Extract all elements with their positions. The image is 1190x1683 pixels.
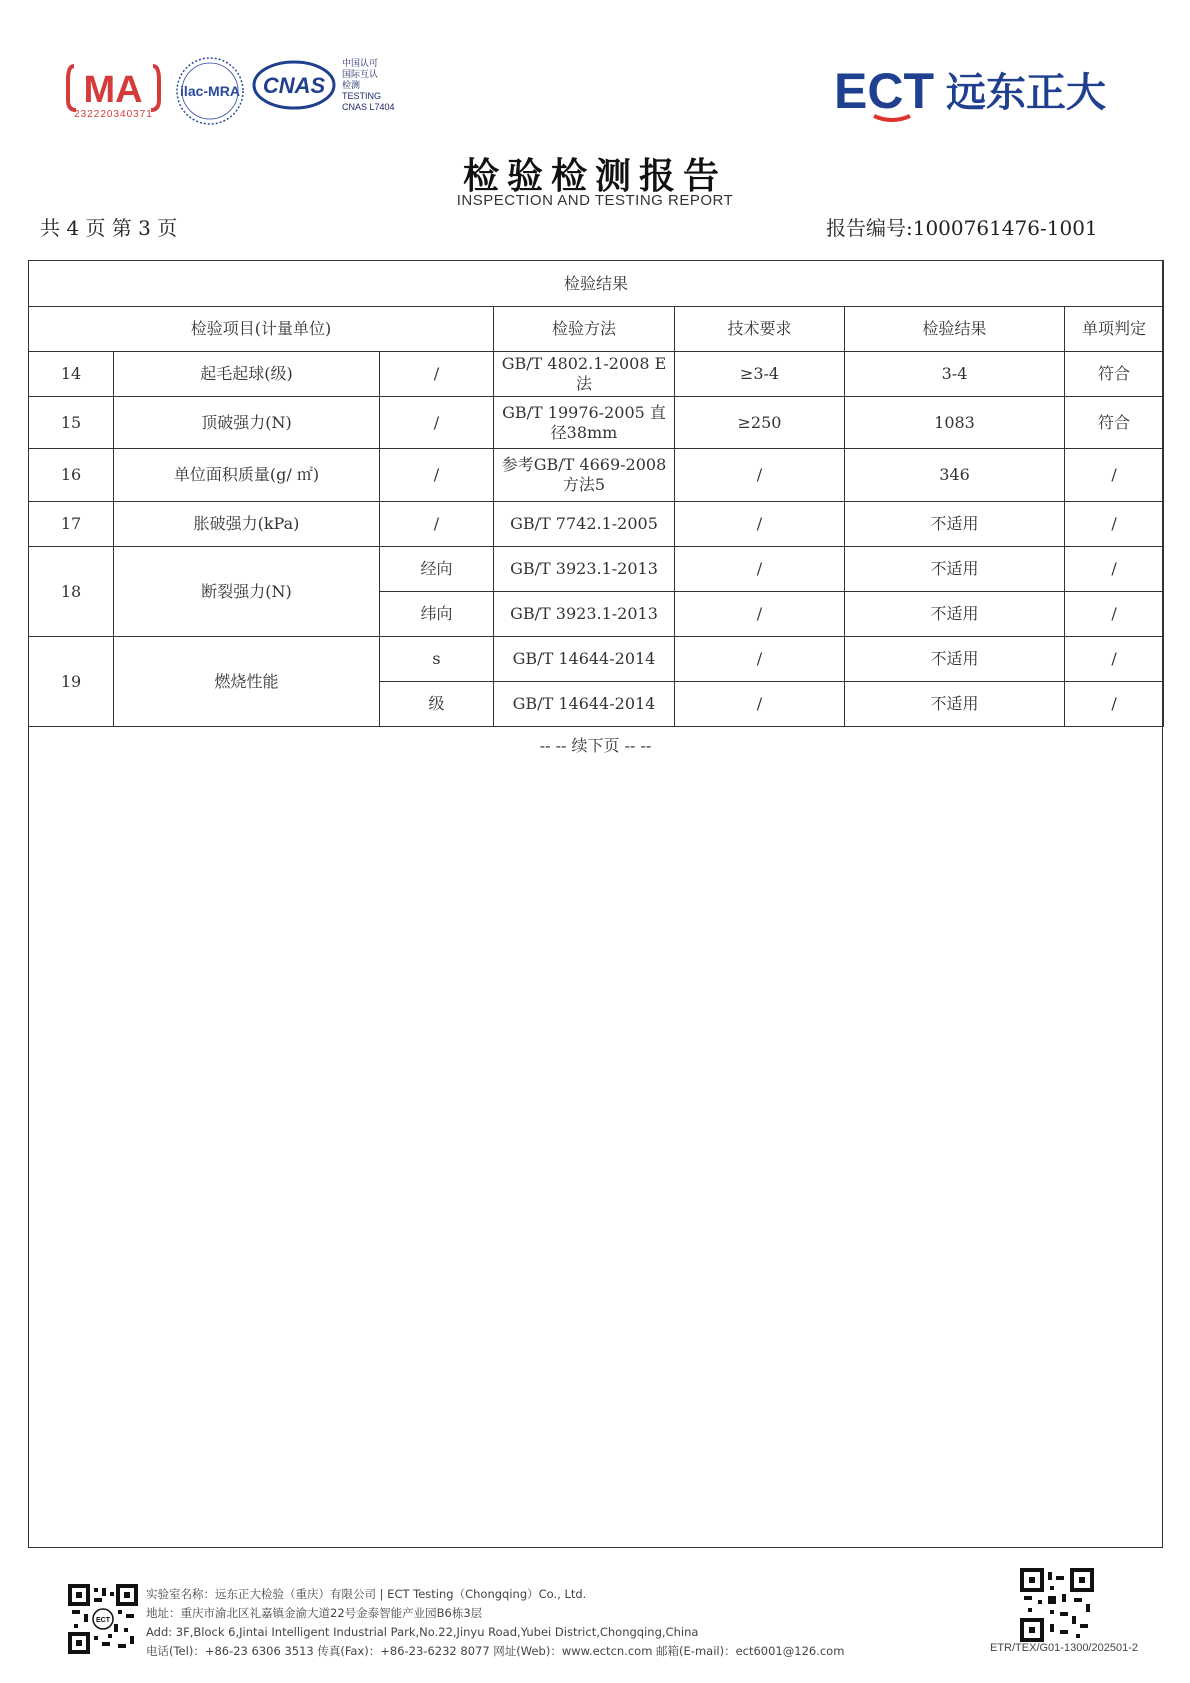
footer-address-en: Add: 3F,Block 6,Jintai Intelligent Industrial Park,No.22,Jinyu Road,Yubei District,Chongqing,China <box>146 1625 699 1639</box>
header-verdict: 单项判定 <box>1065 307 1164 352</box>
row-sub: / <box>380 502 494 547</box>
row-no: 18 <box>29 547 114 637</box>
row-result: 不适用 <box>845 502 1065 547</box>
row-no: 16 <box>29 449 114 502</box>
report-number: 报告编号:1000761476-1001 <box>826 216 1098 240</box>
cma-logo-text: MA <box>83 69 143 111</box>
row-requirement: ≥250 <box>675 397 845 449</box>
page-info: 共 4 页 第 3 页 <box>40 216 178 240</box>
row-result: 不适用 <box>845 637 1065 682</box>
row-result: 3-4 <box>845 352 1065 397</box>
header-result: 检验结果 <box>845 307 1065 352</box>
header-method: 检验方法 <box>494 307 675 352</box>
table-row <box>29 547 1164 592</box>
row-verdict: 符合 <box>1065 397 1164 449</box>
footer-lab-name: 实验室名称：远东正大检验（重庆）有限公司 | ECT Testing（Chongqing）Co., Ltd. <box>146 1587 587 1601</box>
qr-code-icon <box>1020 1568 1094 1642</box>
ilac-mra-logo <box>174 55 246 127</box>
row-requirement: / <box>675 592 845 637</box>
row-item: 起毛起球(级) <box>114 352 380 397</box>
row-no: 17 <box>29 502 114 547</box>
row-verdict: / <box>1065 682 1164 727</box>
row-method: GB/T 4802.1-2008 E法 <box>494 352 675 397</box>
row-no: 15 <box>29 397 114 449</box>
row-requirement: / <box>675 547 845 592</box>
table-row <box>29 449 1164 502</box>
row-result: 不适用 <box>845 682 1065 727</box>
row-result: 1083 <box>845 397 1065 449</box>
row-verdict: / <box>1065 637 1164 682</box>
row-item: 燃烧性能 <box>114 637 380 727</box>
form-number: ETR/TEX/G01-1300/202501-2 <box>990 1642 1138 1654</box>
report-title-cn: 检验检测报告 <box>462 156 727 197</box>
qr-badge-text: ECT <box>96 1617 110 1624</box>
row-requirement: / <box>675 502 845 547</box>
row-sub: 纬向 <box>380 592 494 637</box>
row-sub: s <box>380 637 494 682</box>
cnas-logo <box>252 60 336 110</box>
cnas-line: TESTING <box>342 91 382 101</box>
row-sub: / <box>380 352 494 397</box>
row-method: GB/T 14644-2014 <box>494 637 675 682</box>
row-requirement: / <box>675 637 845 682</box>
row-method: GB/T 7742.1-2005 <box>494 502 675 547</box>
table-title-row <box>29 261 1164 307</box>
footer-contact: 电话(Tel)：+86-23 6306 3513 传真(Fax)：+86-23-6232 8077 网址(Web)：www.ectcn.com 邮箱(E-mail)：ect6001@126.com <box>146 1644 845 1658</box>
row-method: GB/T 3923.1-2013 <box>494 547 675 592</box>
report-title-en: INSPECTION AND TESTING REPORT <box>456 192 734 209</box>
ilac-logo-text: ilac-MRA <box>180 83 240 99</box>
row-item: 单位面积质量(g/ ㎡) <box>114 449 380 502</box>
ect-logo-cn: 远东正大 <box>946 70 1106 116</box>
row-sub: 经向 <box>380 547 494 592</box>
table-row <box>29 397 1164 449</box>
table-row <box>29 637 1164 682</box>
row-verdict: 符合 <box>1065 352 1164 397</box>
row-result: 不适用 <box>845 592 1065 637</box>
row-result: 不适用 <box>845 547 1065 592</box>
row-verdict: / <box>1065 592 1164 637</box>
qr-code-icon <box>68 1584 138 1654</box>
cnas-line: 国际互认 <box>342 69 379 79</box>
cnas-line: 检测 <box>342 80 361 90</box>
row-no: 14 <box>29 352 114 397</box>
ect-logo-text: ECT <box>834 63 934 119</box>
ect-logo <box>834 62 1134 126</box>
row-sub: 级 <box>380 682 494 727</box>
row-requirement: / <box>675 682 845 727</box>
footer-info <box>146 1585 844 1661</box>
header-requirement: 技术要求 <box>675 307 845 352</box>
row-item: 顶破强力(N) <box>114 397 380 449</box>
row-method: GB/T 3923.1-2013 <box>494 592 675 637</box>
table-header-row <box>29 307 1164 352</box>
cma-number: 232220340371 <box>74 109 153 120</box>
row-requirement: / <box>675 449 845 502</box>
row-verdict: / <box>1065 547 1164 592</box>
table-row <box>29 502 1164 547</box>
results-table <box>28 260 1164 727</box>
header-item: 检验项目(计量单位) <box>29 307 494 352</box>
row-method: GB/T 14644-2014 <box>494 682 675 727</box>
row-sub: / <box>380 449 494 502</box>
row-verdict: / <box>1065 502 1164 547</box>
row-no: 19 <box>29 637 114 727</box>
row-requirement: ≥3-4 <box>675 352 845 397</box>
footer-address-cn: 地址：重庆市渝北区礼嘉镇金渝大道22号金泰智能产业园B6栋3层 <box>146 1606 483 1620</box>
row-method: 参考GB/T 4669-2008 方法5 <box>494 449 675 502</box>
row-sub: / <box>380 397 494 449</box>
cnas-logo-text: CNAS <box>262 73 326 98</box>
continued-note: -- -- 续下页 -- -- <box>539 736 652 755</box>
row-item: 胀破强力(kPa) <box>114 502 380 547</box>
row-method: GB/T 19976-2005 直径38mm <box>494 397 675 449</box>
section-title: 检验结果 <box>29 261 1164 307</box>
row-verdict: / <box>1065 449 1164 502</box>
row-result: 346 <box>845 449 1065 502</box>
table-row <box>29 352 1164 397</box>
cnas-accreditation-text <box>342 58 395 113</box>
cnas-line: CNAS L7404 <box>342 102 395 112</box>
cnas-line: 中国认可 <box>342 58 379 68</box>
row-item: 断裂强力(N) <box>114 547 380 637</box>
